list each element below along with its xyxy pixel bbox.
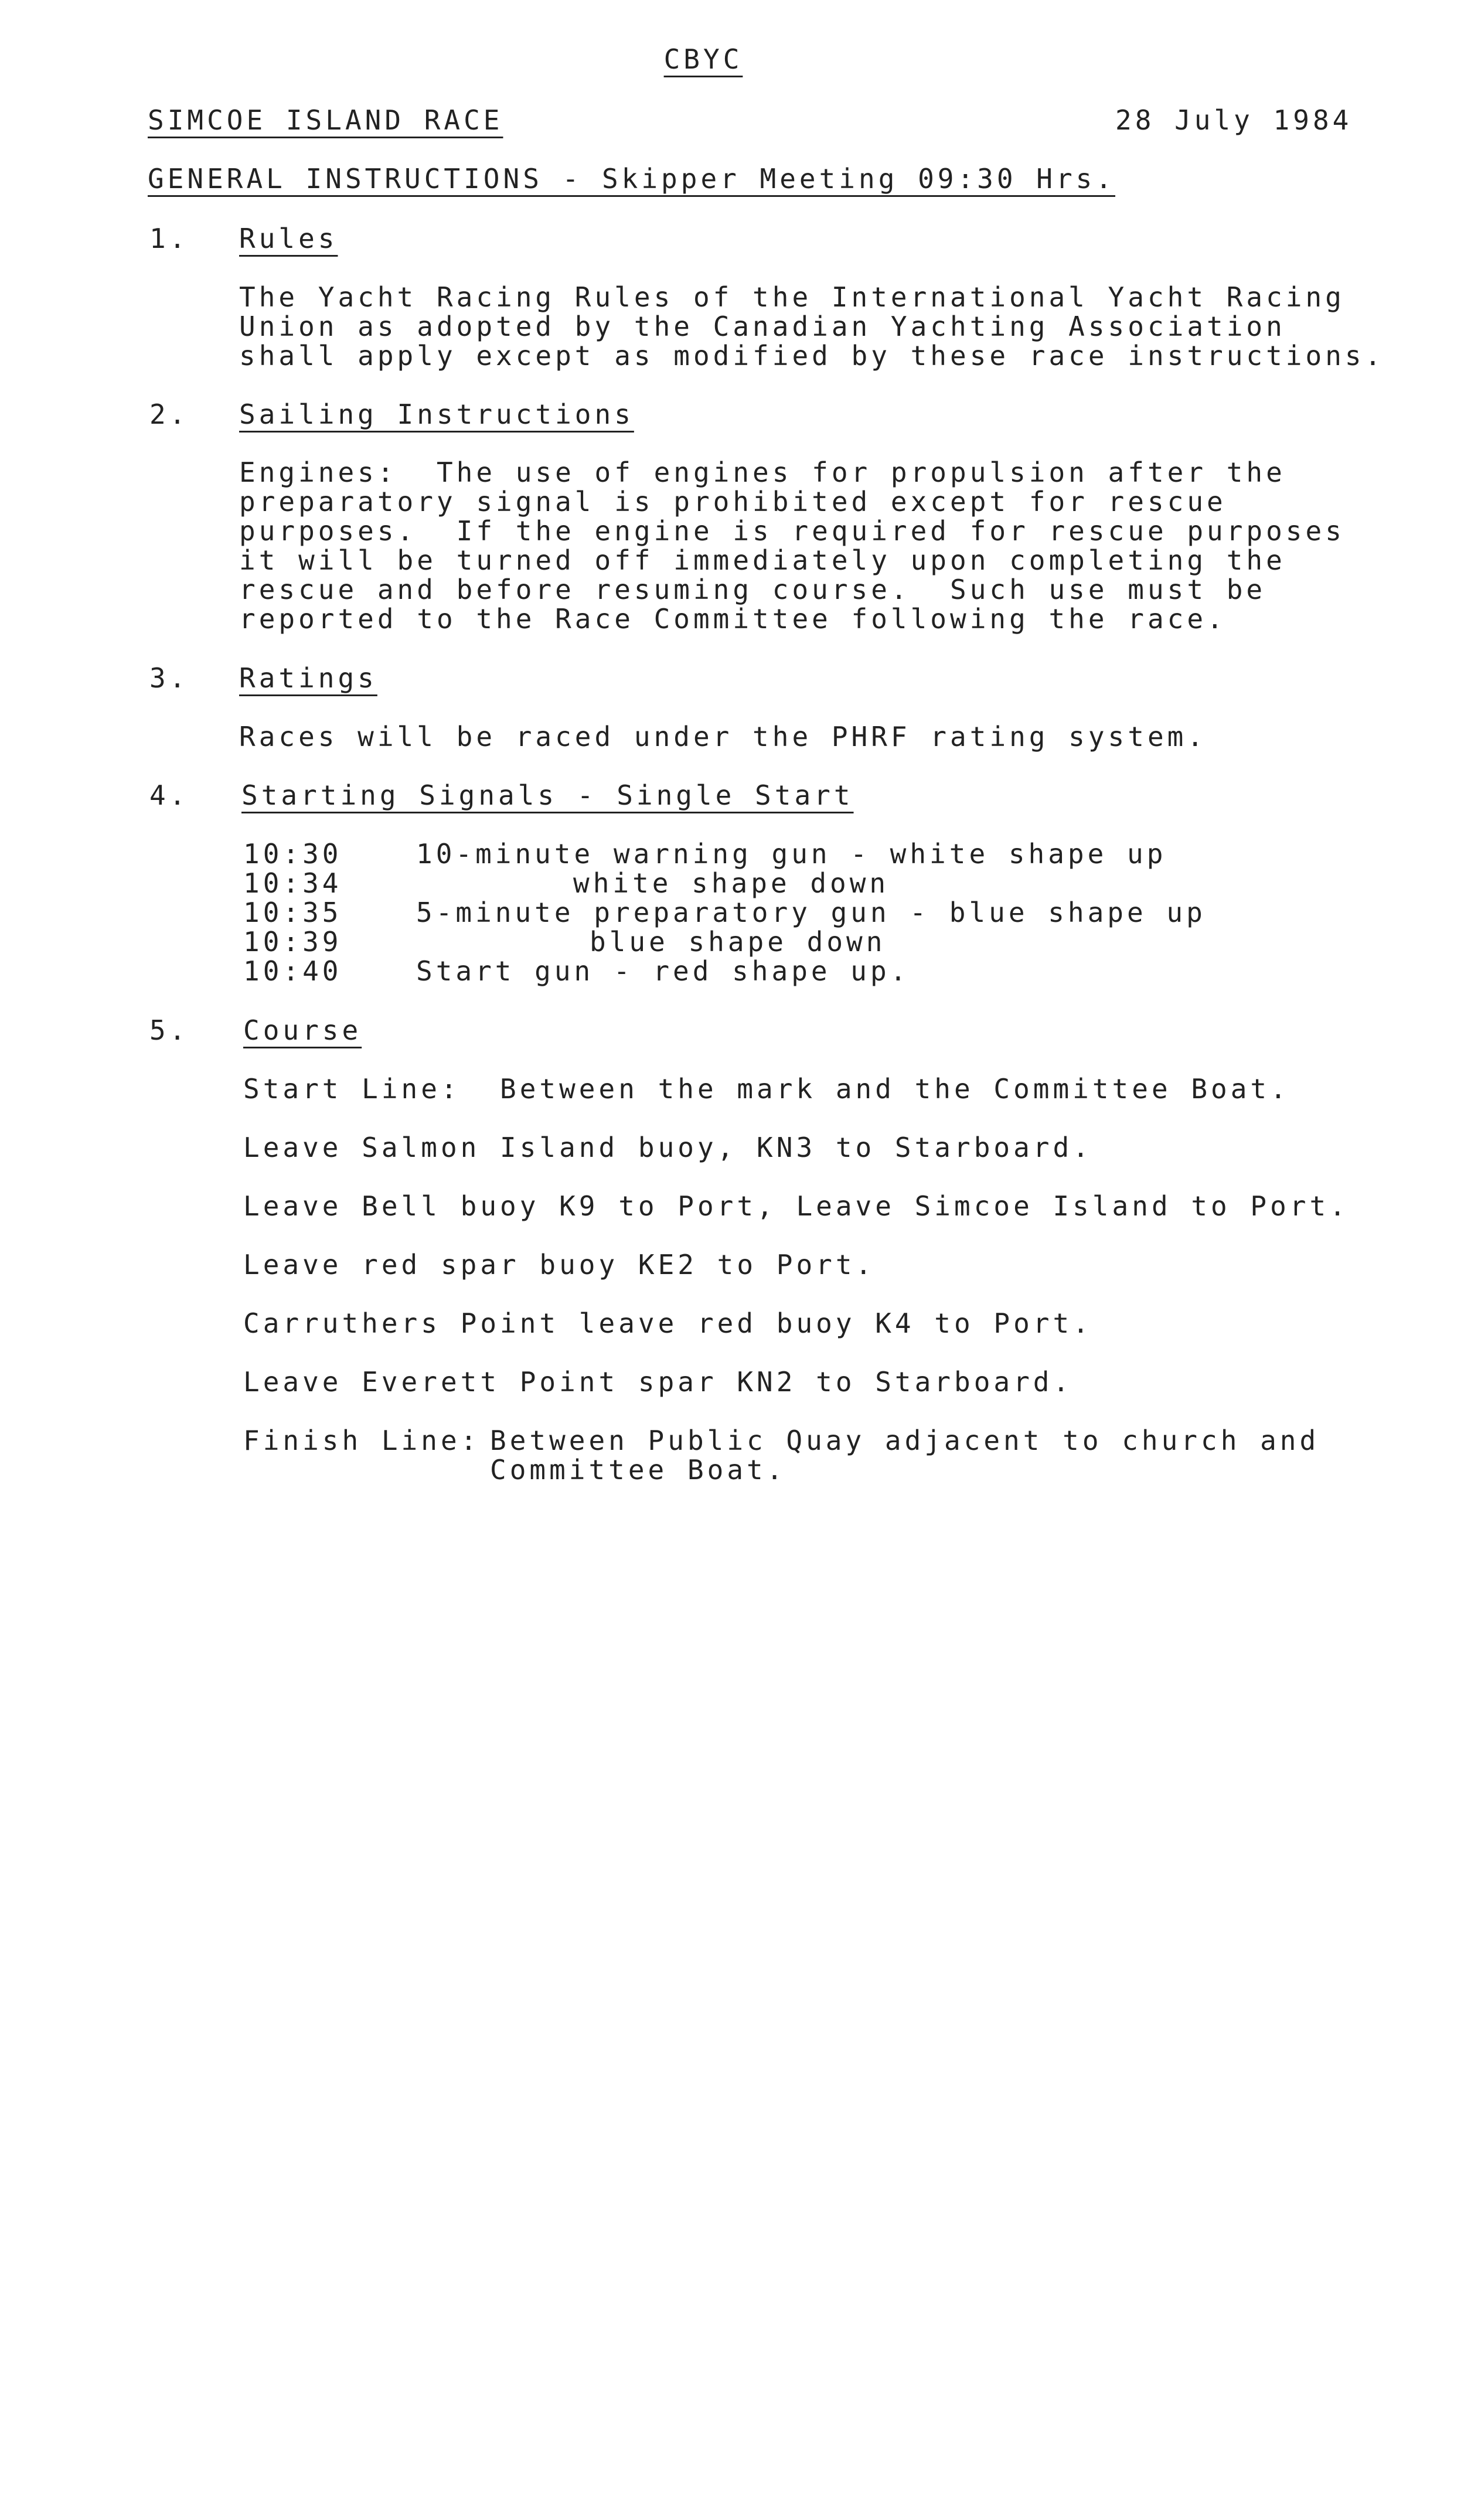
signal-time: 10:40 — [243, 955, 342, 987]
section-number: 4. — [149, 779, 189, 811]
paragraph-line: Union as adopted by the Canadian Yachting Association — [239, 311, 1286, 342]
course-item: Carruthers Point leave red buoy K4 to Port. — [243, 1307, 1092, 1339]
club-title: CBYC — [663, 43, 743, 75]
finish-line-text: Committee Boat. — [490, 1454, 786, 1486]
section-heading: Sailing Instructions — [239, 399, 634, 430]
section-number: 5. — [149, 1014, 189, 1046]
paragraph-line: The Yacht Racing Rules of the International Yacht Racing — [239, 281, 1345, 313]
paragraph-line: shall apply except as modified by these race instructions. — [239, 340, 1385, 372]
section-heading: Starting Signals - Single Start — [241, 779, 854, 811]
signal-time: 10:35 — [243, 897, 342, 928]
signal-description: 5-minute preparatory gun - blue shape up — [416, 897, 1206, 928]
signal-description: blue shape down — [590, 926, 886, 958]
section-heading: Course — [243, 1014, 362, 1046]
signal-description: 10-minute warning gun - white shape up — [416, 838, 1167, 870]
course-item: Leave Everett Point spar KN2 to Starboard. — [243, 1366, 1073, 1398]
section-heading: Ratings — [239, 662, 377, 694]
section-number: 2. — [149, 399, 189, 430]
section-number: 1. — [149, 223, 189, 254]
race-title: SIMCOE ISLAND RACE — [148, 104, 503, 136]
signal-time: 10:34 — [243, 867, 342, 899]
paragraph-line: rescue and before resuming course. Such use must be — [239, 574, 1266, 605]
course-item: Leave Salmon Island buoy, KN3 to Starboard. — [243, 1132, 1092, 1163]
course-item: Leave Bell buoy K9 to Port, Leave Simcoe Island to Port. — [243, 1190, 1349, 1222]
course-item: Start Line: Between the mark and the Committee Boat. — [243, 1073, 1290, 1105]
paragraph-line: it will be turned off immediately upon completing the — [239, 544, 1286, 576]
signal-description: Start gun - red shape up. — [416, 955, 910, 987]
signal-time: 10:30 — [243, 838, 342, 870]
section-number: 3. — [149, 662, 189, 694]
general-instructions-heading: GENERAL INSTRUCTIONS - Skipper Meeting 09:30 Hrs. — [148, 163, 1116, 195]
finish-line-label: Finish Line: — [243, 1425, 481, 1456]
signal-description: white shape down — [573, 867, 890, 899]
course-item: Leave red spar buoy KE2 to Port. — [243, 1249, 876, 1281]
finish-line-text: Between Public Quay adjacent to church and — [490, 1425, 1320, 1456]
paragraph-line: preparatory signal is prohibited except for rescue — [239, 486, 1227, 517]
section-course — [0, 1014, 1471, 2461]
paragraph-line: Engines: The use of engines for propulsion after the — [239, 457, 1286, 488]
paragraph-line: Races will be raced under the PHRF rating system. — [239, 721, 1207, 752]
paragraph-line: purposes. If the engine is required for rescue purposes — [239, 515, 1345, 547]
section-heading: Rules — [239, 223, 338, 254]
signal-time: 10:39 — [243, 926, 342, 958]
paragraph-line: reported to the Race Committee following the race. — [239, 603, 1227, 635]
race-date: 28 July 1984 — [1115, 104, 1353, 136]
